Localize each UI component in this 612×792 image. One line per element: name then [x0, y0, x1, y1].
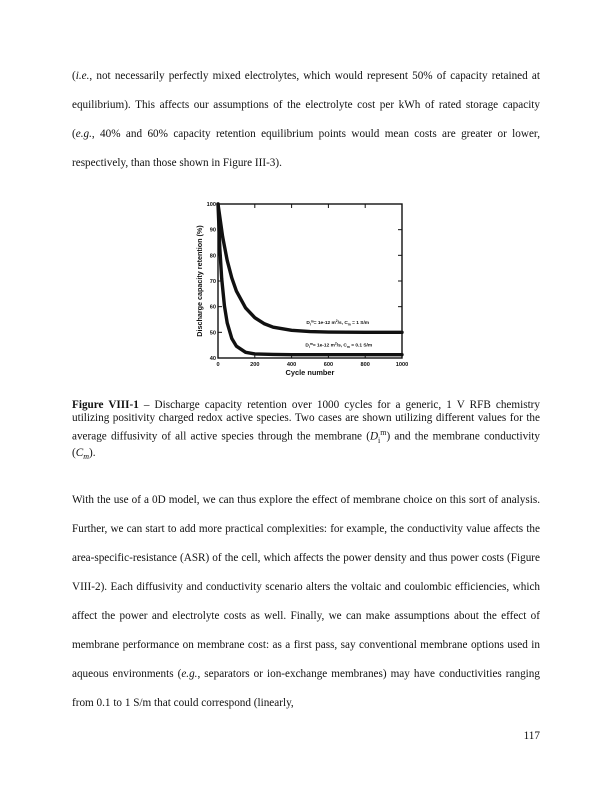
series-annotation-part: 2: [334, 341, 337, 346]
caption-d-symbol: D: [369, 430, 379, 443]
series-annotation-part: 2: [335, 318, 338, 323]
x-tick-label: 0: [216, 362, 220, 368]
x-tick-label: 400: [286, 362, 297, 368]
series-annotation-part: D: [306, 321, 310, 327]
y-tick-label: 70: [209, 279, 216, 285]
y-tick-label: 60: [209, 304, 216, 311]
caption-d-sup: m: [380, 427, 387, 437]
y-tick-label: 40: [209, 356, 216, 362]
body-paragraph-1: [72, 62, 540, 178]
p1-run-4: , 40% and 60% capacity retention equilibrium points would mean costs are greater or lower, respectively, than those shown in Figure III-3).: [72, 128, 540, 169]
series-annotation-part: D: [305, 343, 309, 349]
body-paragraph-2: [72, 486, 540, 718]
caption-text-b: ) and the membrane conductivity (: [72, 430, 540, 460]
series-annotation-1: [306, 319, 369, 327]
x-tick-label: 800: [360, 362, 370, 368]
series-annotation-part: /s, C: [336, 343, 347, 349]
y-tick-label: 50: [209, 330, 216, 337]
p2-run-1: e.g.: [181, 668, 198, 680]
y-axis-label: Discharge capacity retention (%): [195, 225, 204, 337]
series-annotation-part: m: [309, 341, 313, 346]
series-line-1: [218, 204, 402, 332]
caption-c-sub: m: [83, 452, 89, 462]
series-annotation-part: m: [346, 344, 350, 349]
x-tick-label: 600: [323, 362, 334, 368]
caption-text-a: – Discharge capacity retention over 1000 cycles for a generic, 1 V RFB chemistry utilizing positivity charged redox active species. Two cases are shown utilizing different values for the average diffusivity of all active species through the membrane (: [72, 399, 540, 443]
caption-text-c: ).: [88, 447, 96, 460]
series-annotation-part: i: [308, 344, 310, 349]
y-tick-label: 100: [206, 202, 216, 208]
p2-run-0: With the use of a 0D model, we can thus explore the effect of membrane choice on this sort of analysis. Further, we can start to add more practical complexities: for example, the conductivity value affects the area-specific-resistance (ASR) of the cell, which affects the power density and thus power costs (Figure VIII-2). Each diffusivity and conductivity scenario alters the voltaic and coulombic efficiencies, which affect the power and electrolyte costs as well. Finally, we can make assumptions about the effect of membrane performance on membrane cost: as a first pass, say conventional membrane options used in aqueous environments (: [72, 494, 540, 680]
capacity-retention-chart: [180, 196, 420, 380]
series-annotation-part: m: [310, 319, 314, 324]
page-number: 117: [523, 730, 540, 742]
plot-frame: [218, 204, 402, 358]
series-annotation-part: i: [309, 322, 311, 327]
caption-d-sub: i: [378, 435, 381, 445]
p1-run-2: , not necessarily perfectly mixed electrolytes, which would represent 50% of capacity retained at equilibrium). This affects our assumptions of the electrolyte cost per kWh of rated storage capacity (: [72, 70, 540, 140]
figure-label: Figure VIII-1: [72, 399, 139, 411]
series-annotation-part: /s, C: [337, 321, 348, 327]
figure-caption: [72, 399, 540, 464]
x-tick-label: 1000: [395, 362, 409, 368]
x-tick-label: 200: [250, 362, 260, 368]
y-tick-label: 80: [209, 253, 216, 260]
p1-run-3: e.g.: [75, 128, 92, 140]
p1-run-0: (: [72, 70, 76, 82]
series-annotation-part: = 1e-12 m: [313, 321, 336, 327]
series-annotation-part: = 0.1 S/m: [349, 343, 373, 349]
series-annotation-part: m: [347, 322, 351, 327]
caption-c-symbol: C: [75, 447, 84, 460]
y-tick-label: 90: [209, 227, 216, 234]
series-annotation-part: = 1 S/m: [350, 321, 370, 327]
x-axis-label: Cycle number: [285, 368, 335, 377]
series-annotation-2: [305, 341, 372, 349]
p2-run-2: , separators or ion-exchange membranes) may have conductivities ranging from 0.1 to 1 S/m that could correspond (linearly,: [72, 668, 540, 709]
series-annotation-part: = 1e-12 m: [312, 343, 335, 349]
p1-run-1: i.e.: [75, 70, 90, 82]
